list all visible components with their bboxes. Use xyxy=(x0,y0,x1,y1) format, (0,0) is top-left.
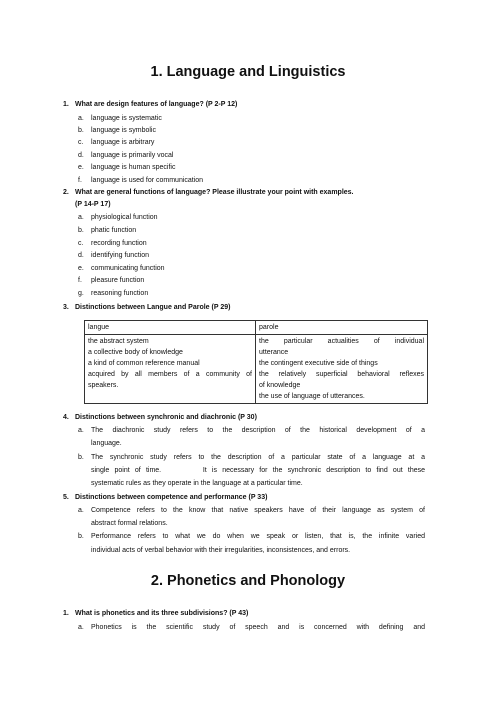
list-item: b. Performance refers to what we do when we speak or listen, that is, the infinite varied xyxy=(78,533,425,540)
list-item-continuation: abstract formal relations. xyxy=(91,520,168,527)
table-cell-langue: the abstract system a collective body of knowledge a kind of common reference manual acquired by all members of a community of speakers. xyxy=(85,335,256,404)
list-item: f. pleasure function xyxy=(78,277,145,284)
list-item: a. Phonetics is the scientific study of speech and is concerned with defining and xyxy=(78,624,425,631)
list-item: c. recording function xyxy=(78,240,147,247)
table-cell-parole: the particular actualities of individual utterance the contingent executive side of things the relatively superficial behavioral reflexes of knowledge the use of language of utterances. xyxy=(256,335,428,404)
list-item: d. identifying function xyxy=(78,252,149,259)
table-header-parole: parole xyxy=(256,321,428,335)
list-item-continuation: systematic rules as they operate in the language at a particular time. xyxy=(91,480,303,487)
table-header-langue: langue xyxy=(85,321,256,335)
list-item-continuation: single point of time. It is necessary for the synchronic description to find out these xyxy=(91,467,425,474)
list-item: b. The synchronic study refers to the description of a particular state of a language at a xyxy=(78,454,425,461)
question-5: 5. Distinctions between competence and performance (P 33) xyxy=(63,494,268,501)
list-item-continuation: language. xyxy=(91,440,122,447)
list-item-continuation: individual acts of verbal behavior with their irregularities, inconsistences, and errors. xyxy=(91,547,351,554)
question-1 xyxy=(63,99,425,110)
langue-parole-table xyxy=(84,320,428,404)
list-item: a. Competence refers to the know that native speakers have of their language as system of xyxy=(78,507,425,514)
question-number: 1. xyxy=(63,101,69,108)
question-2-page-ref: (P 14-P 17) xyxy=(75,201,111,208)
question-3: 3. Distinctions between Langue and Parole (P 29) xyxy=(63,304,231,311)
list-item: a. physiological function xyxy=(78,214,158,221)
list-item: e. language is human specific xyxy=(78,164,176,171)
list-item: b. language is symbolic xyxy=(78,127,156,134)
section-title: 2. Phonetics and Phonology xyxy=(150,573,346,589)
list-item: d. language is primarily vocal xyxy=(78,152,174,159)
list-item: a. language is systematic xyxy=(78,115,162,122)
section-title: 1. Language and Linguistics xyxy=(150,64,346,80)
list-item: e. communicating function xyxy=(78,265,165,272)
list-item: a. The diachronic study refers to the description of the historical development of a xyxy=(78,427,425,434)
question-text: What are design features of language? (P 2-P 12) xyxy=(75,101,238,108)
question-4: 4. Distinctions between synchronic and diachronic (P 30) xyxy=(63,414,257,421)
question-2: 2. What are general functions of language? Please illustrate your point with examples. xyxy=(63,189,354,196)
list-item: f. language is used for communication xyxy=(78,177,204,184)
list-item: c. language is arbitrary xyxy=(78,139,155,146)
list-item: b. phatic function xyxy=(78,227,137,234)
list-item: g. reasoning function xyxy=(78,290,149,297)
question-1: 1. What is phonetics and its three subdivisions? (P 43) xyxy=(63,610,249,617)
